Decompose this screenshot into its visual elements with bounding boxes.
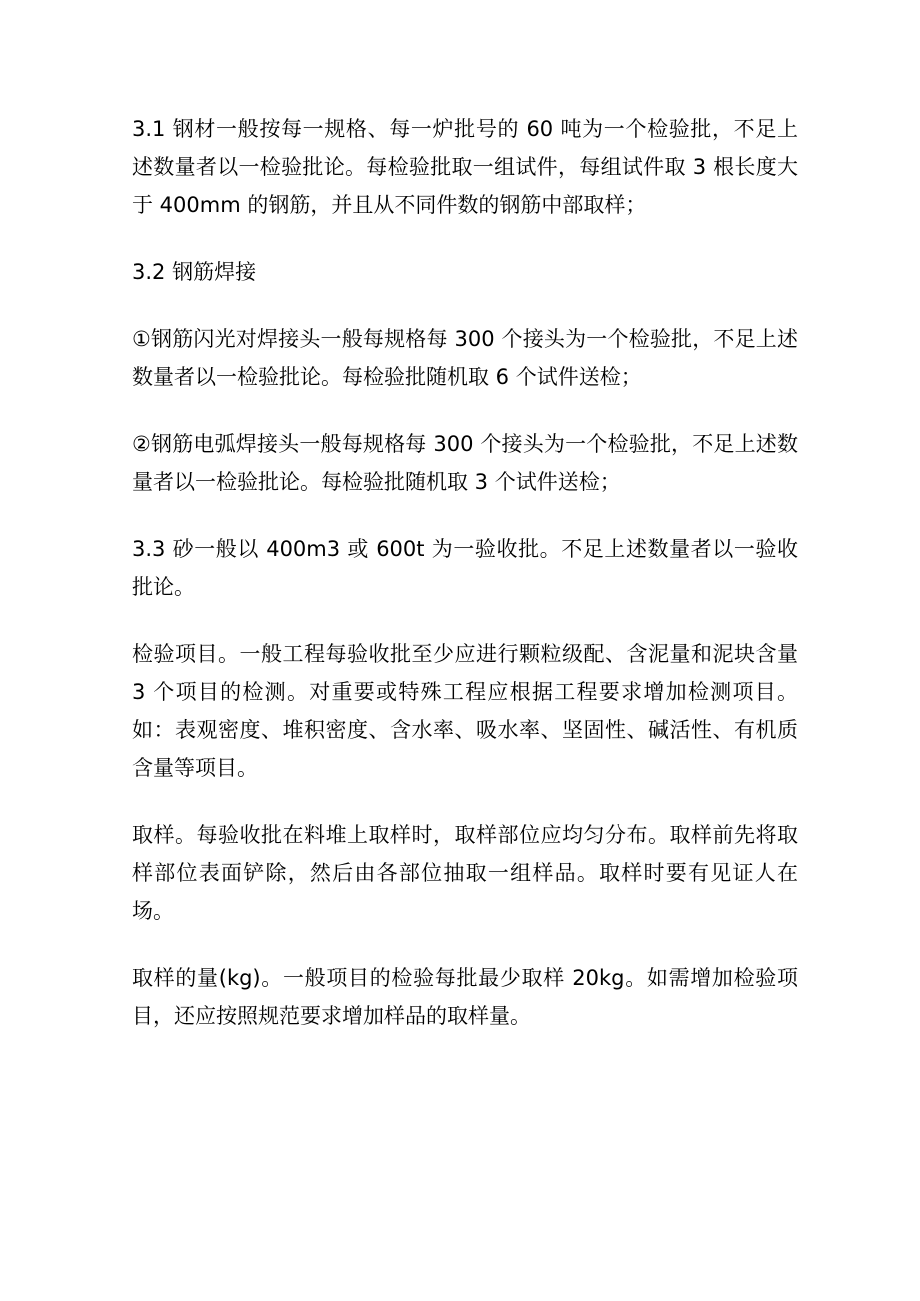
paragraph-sampling-procedure: 取样。每验收批在料堆上取样时，取样部位应均匀分布。取样前先将取样部位表面铲除，然后由各部位抽取一组样品。取样时要有见证人在场。 — [132, 823, 798, 923]
document-body — [132, 110, 798, 1064]
paragraph-3-2-heading: 3.2 钢筋焊接 — [132, 260, 257, 284]
paragraph-flash-butt-welding: ①钢筋闪光对焊接头一般每规格每 300 个接头为一个检验批，不足上述数量者以一检验批论。每检验批随机取 6 个试件送检； — [132, 327, 798, 389]
paragraph-arc-welding: ②钢筋电弧焊接头一般每规格每 300 个接头为一个检验批，不足上述数量者以一检验批论。每检验批随机取 3 个试件送检； — [132, 432, 798, 494]
paragraph-3-1-steel-sampling: 3.1 钢材一般按每一规格、每一炉批号的 60 吨为一个检验批，不足上述数量者以一检验批论。每检验批取一组试件，每组试件取 3 根长度大于 400mm 的钢筋，并且从不同件数的钢筋中部取样； — [132, 117, 798, 217]
paragraph-inspection-items: 检验项目。一般工程每验收批至少应进行颗粒级配、含泥量和泥块含量 3 个项目的检测。对重要或特殊工程应根据工程要求增加检测项目。如：表观密度、堆积密度、含水率、吸水率、坚固性、碱活性、有机质含量等项目。 — [132, 642, 798, 780]
paragraph-3-3-sand-batch: 3.3 砂一般以 400m3 或 600t 为一验收批。不足上述数量者以一验收批论。 — [132, 537, 798, 599]
paragraph-sampling-quantity: 取样的量(kg)。一般项目的检验每批最少取样 20kg。如需增加检验项目，还应按照规范要求增加样品的取样量。 — [132, 966, 798, 1028]
